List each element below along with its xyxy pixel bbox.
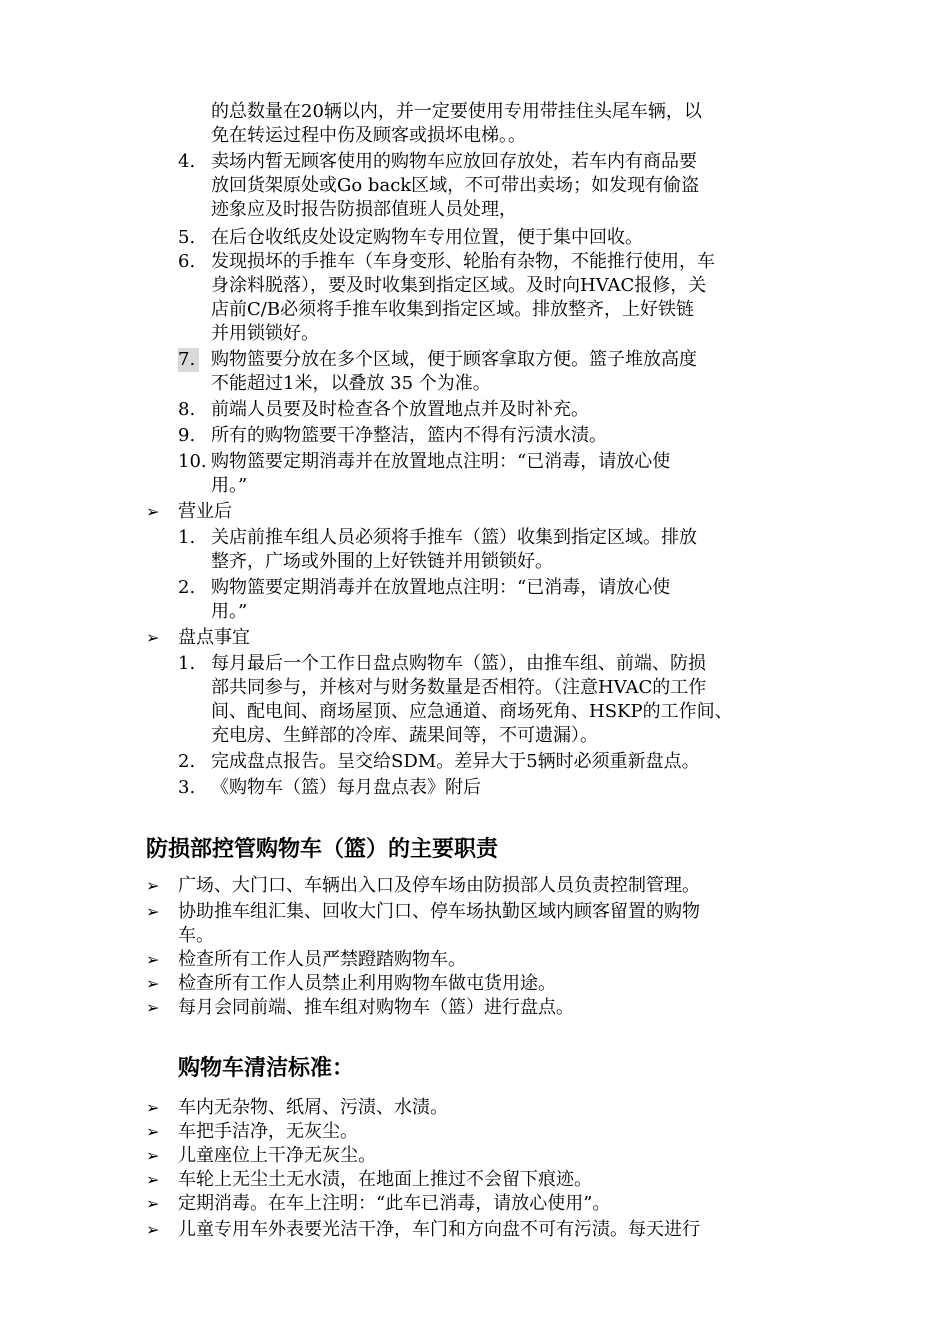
text-line: 不能超过1米，以叠放 35 个为准。	[211, 373, 491, 394]
list-number: 1.	[178, 527, 196, 548]
text-line: 车把手洁净，无灰尘。	[178, 1121, 358, 1142]
list-number: 10.	[178, 451, 207, 472]
text-line: 车内无杂物、纸屑、污渍、水渍。	[178, 1097, 448, 1118]
arrow-bullet-icon: ➢	[146, 950, 160, 969]
text-line: 购物篮要定期消毒并在放置地点注明：“已消毒，请放心使	[211, 451, 671, 472]
arrow-bullet-icon: ➢	[146, 628, 160, 647]
list-number: 6.	[178, 251, 196, 272]
text-line: 儿童座位上干净无灰尘。	[178, 1145, 376, 1166]
text-line: 每月最后一个工作日盘点购物车（篮），由推车组、前端、防损	[211, 653, 706, 674]
text-line: 整齐，广场或外围的上好铁链并用锁锁好。	[211, 551, 553, 572]
arrow-bullet-icon: ➢	[146, 876, 160, 895]
arrow-bullet-icon: ➢	[146, 502, 160, 521]
list-number: 1.	[178, 653, 196, 674]
text-line: 车。	[178, 925, 214, 946]
list-number: 8.	[178, 399, 196, 420]
text-line: 前端人员要及时检查各个放置地点并及时补充。	[211, 399, 589, 420]
text-line: 完成盘点报告。呈交给SDM。差异大于5辆时必须重新盘点。	[211, 751, 700, 772]
text-line: 协助推车组汇集、回收大门口、停车场执勤区域内顾客留置的购物	[178, 901, 700, 922]
text-line: 发现损坏的手推车（车身变形、轮胎有杂物，不能推行使用，车	[211, 251, 715, 272]
list-number: 9.	[178, 425, 196, 446]
section-heading-duties: 防损部控管购物车（篮）的主要职责	[146, 837, 499, 862]
text-line: 检查所有工作人员严禁蹬踏购物车。	[178, 949, 466, 970]
text-line: 车轮上无尘土无水渍，在地面上推过不会留下痕迹。	[178, 1169, 592, 1190]
text-line: 用。”	[211, 601, 248, 622]
list-number: 7.	[178, 348, 199, 372]
text-line: 用。”	[211, 475, 248, 496]
text-line: 的总数量在20辆以内，并一定要使用专用带挂住头尾车辆，以	[211, 101, 702, 122]
text-line: 每月会同前端、推车组对购物车（篮）进行盘点。	[178, 997, 574, 1018]
list-number: 2.	[178, 577, 196, 598]
list-number: 4.	[178, 151, 196, 172]
arrow-bullet-icon: ➢	[146, 902, 160, 921]
arrow-bullet-icon: ➢	[146, 1122, 160, 1141]
list-number: 5.	[178, 227, 196, 248]
text-line: 所有的购物篮要干净整洁，篮内不得有污渍水渍。	[211, 425, 607, 446]
text-line: 并用锁锁好。	[211, 323, 319, 344]
text-line: 放回货架原处或Go back区域，不可带出卖场；如发现有偷盗	[211, 175, 700, 196]
text-line: 卖场内暂无顾客使用的购物车应放回存放处，若车内有商品要	[211, 151, 697, 172]
text-line: 关店前推车组人员必须将手推车（篮）收集到指定区域。排放	[211, 527, 697, 548]
arrow-bullet-icon: ➢	[146, 974, 160, 993]
text-line: 充电房、生鲜部的冷库、蔬果间等，不可遗漏）。	[211, 725, 598, 746]
list-number: 3.	[178, 777, 196, 798]
text-line: 购物篮要定期消毒并在放置地点注明：“已消毒，请放心使	[211, 577, 671, 598]
list-number: 2.	[178, 751, 196, 772]
arrow-bullet-icon: ➢	[146, 1170, 160, 1189]
text-line: 部共同参与，并核对与财务数量是否相符。（注意HVAC的工作	[211, 677, 707, 698]
text-line: 广场、大门口、车辆出入口及停车场由防损部人员负责控制管理。	[178, 875, 700, 896]
text-line: 身涂料脱落），要及时收集到指定区域。及时向HVAC报修，关	[211, 275, 707, 296]
arrow-bullet-icon: ➢	[146, 1098, 160, 1117]
arrow-bullet-icon: ➢	[146, 1220, 160, 1239]
text-line: 在后仓收纸皮处设定购物车专用位置，便于集中回收。	[211, 227, 643, 248]
arrow-bullet-icon: ➢	[146, 1194, 160, 1213]
section-title-inventory: 盘点事宜	[178, 627, 250, 648]
text-line: 儿童专用车外表要光洁干净，车门和方向盘不可有污渍。每天进行	[178, 1219, 700, 1240]
arrow-bullet-icon: ➢	[146, 998, 160, 1017]
text-line: 《购物车（篮）每月盘点表》附后	[211, 777, 481, 798]
section-heading-cleaning: 购物车清洁标准：	[178, 1056, 355, 1081]
text-line: 购物篮要分放在多个区域，便于顾客拿取方便。篮子堆放高度	[211, 349, 697, 370]
text-line: 店前C/B必须将手推车收集到指定区域。排放整齐，上好铁链	[211, 299, 695, 320]
text-line: 迹象应及时报告防损部值班人员处理，	[211, 199, 517, 220]
text-line: 检查所有工作人员禁止利用购物车做屯货用途。	[178, 973, 556, 994]
text-line: 定期消毒。在车上注明：“此车已消毒，请放心使用”。	[178, 1193, 611, 1214]
text-line: 间、配电间、商场屋顶、应急通道、商场死角、HSKP的工作间、	[211, 701, 733, 722]
arrow-bullet-icon: ➢	[146, 1146, 160, 1165]
section-title-after-hours: 营业后	[178, 501, 232, 522]
text-line: 免在转运过程中伤及顾客或损坏电梯。。	[211, 125, 526, 146]
